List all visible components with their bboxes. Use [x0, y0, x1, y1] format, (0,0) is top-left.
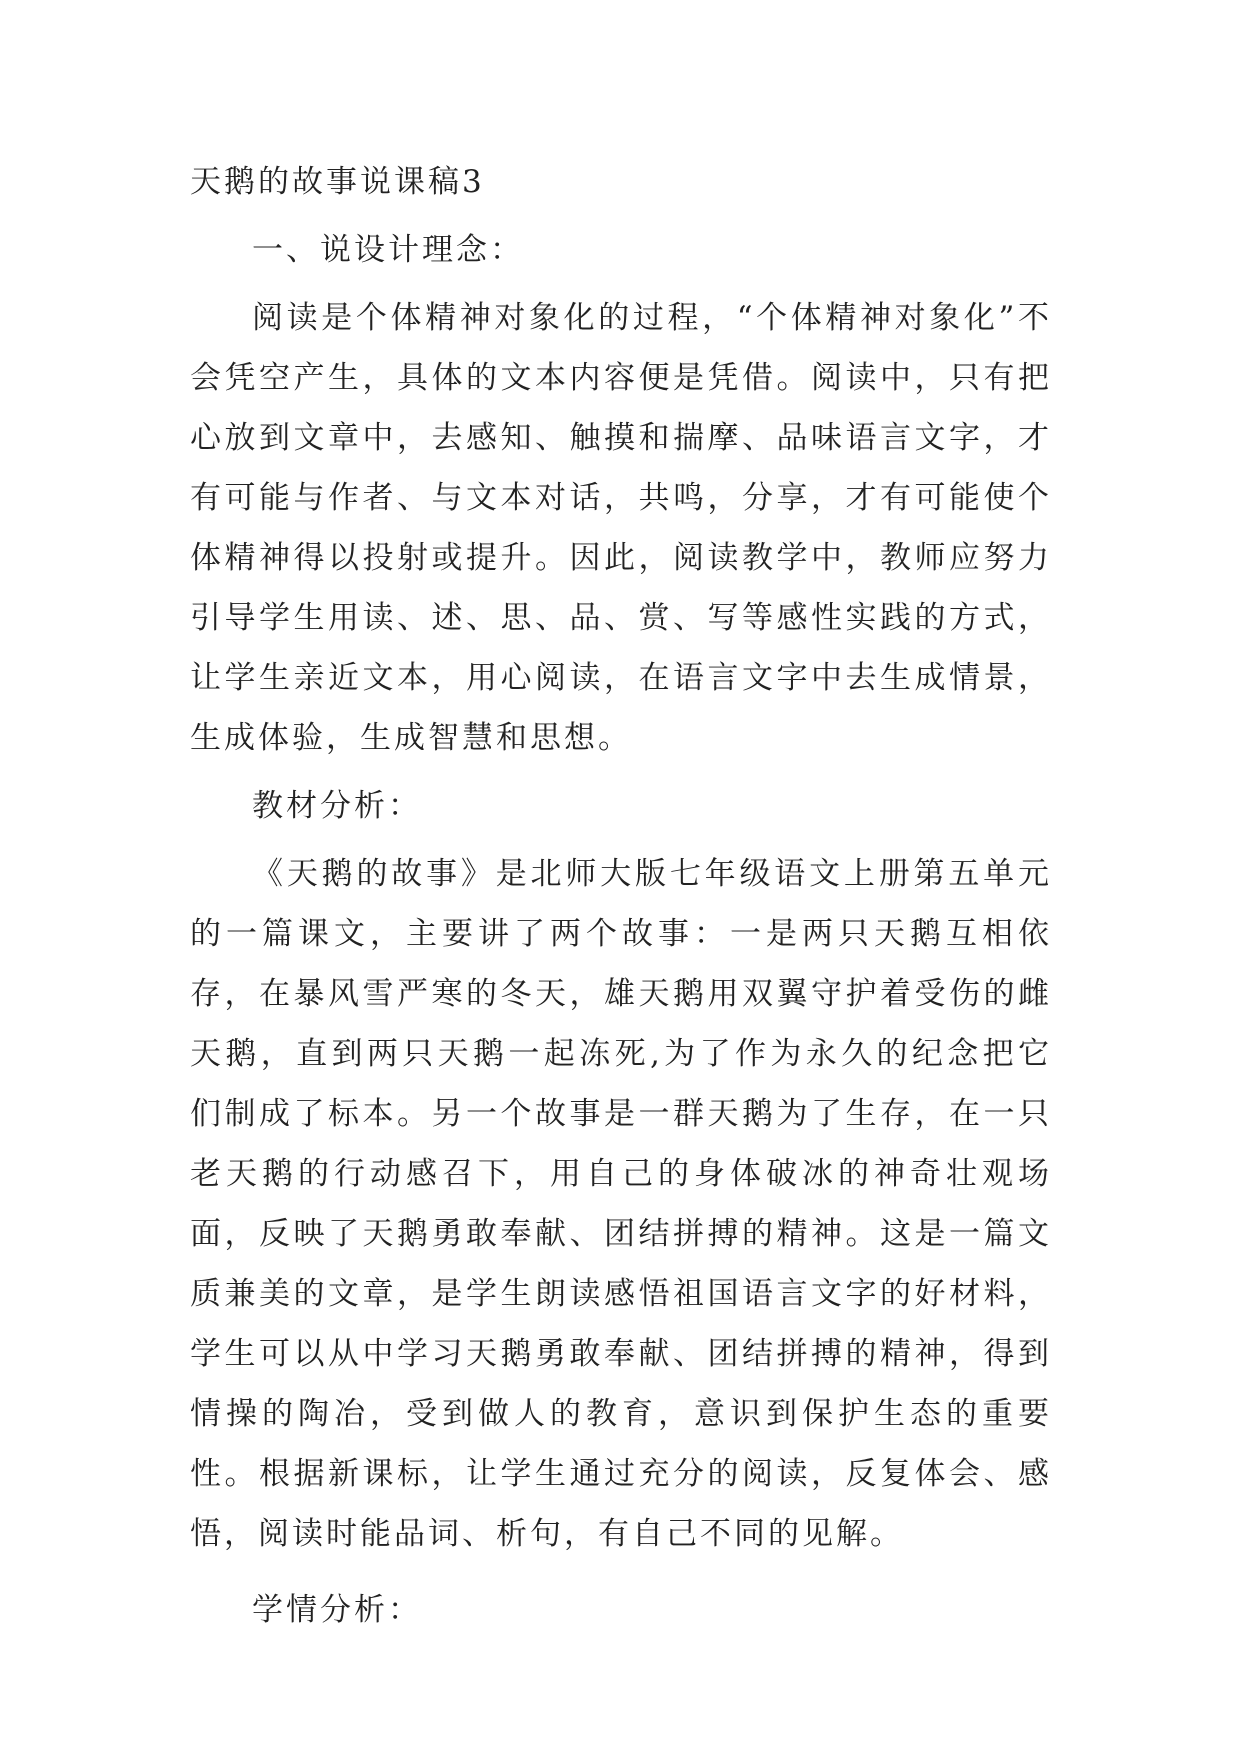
document-body: [190, 152, 1052, 1640]
section-heading-student-analysis: 学情分析：: [252, 1592, 422, 1628]
section-paragraph-design-concept: 阅读是个体精神对象化的过程，“个体精神对象化”不会凭空产生，具体的文本内容便是凭借。阅读中，只有把心放到文章中，去感知、触摸和揣摩、品味语言文字，才有可能与作者、与文本对话，共鸣，分享，才有可能使个体精神得以投射或提升。因此，阅读教学中，教师应努力引导学生用读、述、思、品、赏、写等感性实践的方式，让学生亲近文本，用心阅读，在语言文字中去生成情景，生成体验，生成智慧和思想。: [190, 300, 1052, 756]
section-heading-design-concept: 一、说设计理念：: [252, 232, 524, 268]
section-paragraph-textbook-analysis: 《天鹅的故事》是北师大版七年级语文上册第五单元的一篇课文，主要讲了两个故事：一是两只天鹅互相依存，在暴风雪严寒的冬天，雄天鹅用双翼守护着受伤的雌天鹅，直到两只天鹅一起冻死,为了作为永久的纪念把它们制成了标本。另一个故事是一群天鹅为了生存，在一只老天鹅的行动感召下，用自己的身体破冰的神奇壮观场面，反映了天鹅勇敢奉献、团结拼搏的精神。这是一篇文质兼美的文章，是学生朗读感悟祖国语言文字的好材料，学生可以从中学习天鹅勇敢奉献、团结拼搏的精神，得到情操的陶冶，受到做人的教育，意识到保护生态的重要性。根据新课标，让学生通过充分的阅读，反复体会、感悟，阅读时能品词、析句，有自己不同的见解。: [190, 856, 1052, 1552]
document-title: 天鹅的故事说课稿3: [190, 164, 485, 200]
section-heading-textbook-analysis: 教材分析：: [252, 788, 422, 824]
